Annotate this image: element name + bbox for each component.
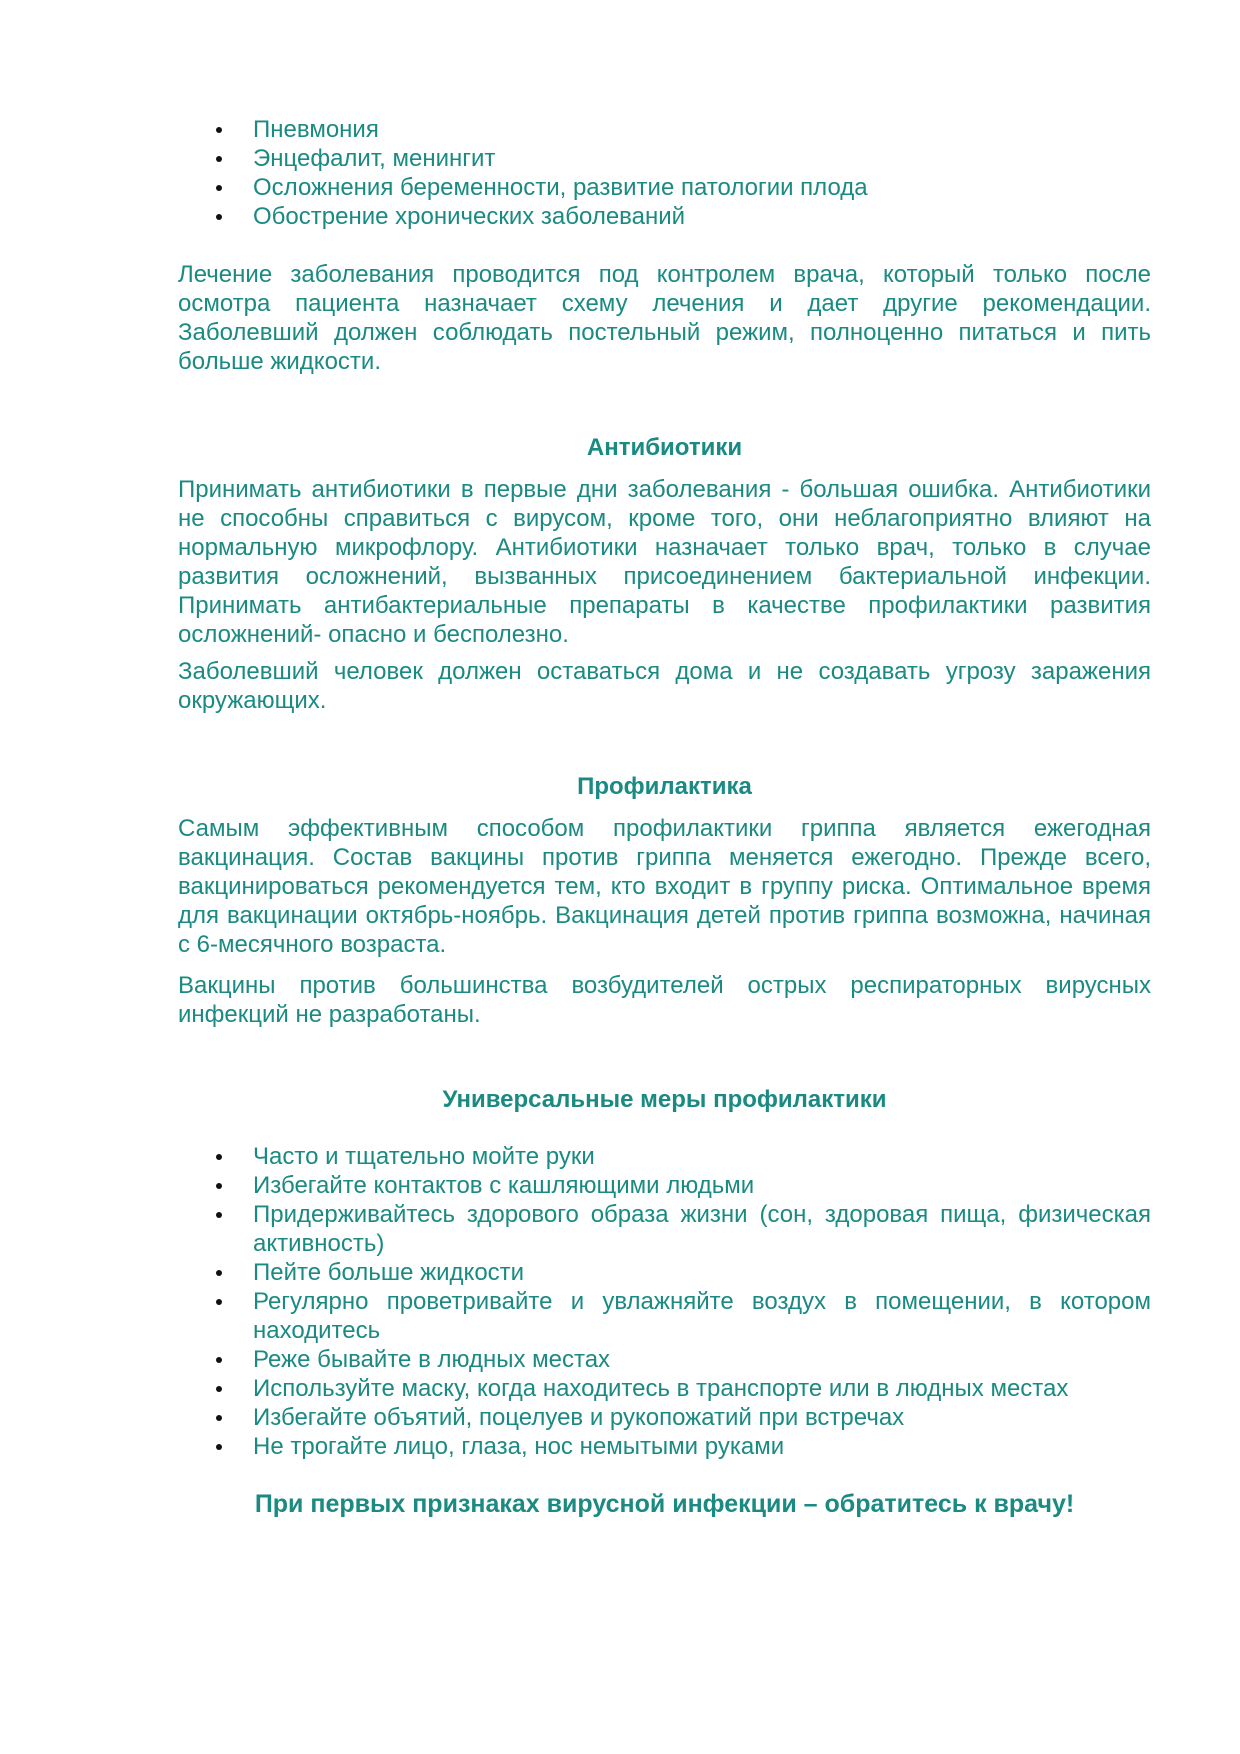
universal-measures-heading: Универсальные меры профилактики — [442, 1086, 887, 1113]
list-item-text: Осложнения беременности, развитие патологии плода — [253, 174, 868, 201]
prevention-heading: Профилактика — [577, 773, 752, 800]
list-item-text: Избегайте объятий, поцелуев и рукопожатий при встречах — [253, 1404, 905, 1431]
bullet-icon — [216, 1299, 222, 1305]
universal-measures-list — [178, 1142, 1151, 1461]
list-item — [178, 144, 1151, 173]
list-item — [178, 1432, 1151, 1461]
list-item — [178, 115, 1151, 144]
bullet-icon — [216, 1444, 222, 1450]
document-page — [178, 115, 1151, 1519]
antibiotics-paragraph: Принимать антибиотики в первые дни заболевания - большая ошибка. Антибиотики не способны справиться с вирусом, кроме того, они неблагоприятно влияют на нормальную микрофлору. Антибиотики назначает только врач, только в случае развития осложнений, вызванных присоединением бактериальной инфекции. Принимать антибактериальные препараты в качестве профилактики развития осложнений- опасно и бесполезно. — [178, 476, 1151, 648]
list-item — [178, 173, 1151, 202]
antibiotics-heading: Антибиотики — [586, 434, 743, 461]
bullet-icon — [216, 1212, 222, 1218]
list-item-text: Регулярно проветривайте и увлажняйте воздух в помещении, в котором находитесь — [253, 1288, 1151, 1344]
bullet-icon — [216, 127, 222, 133]
list-item-text: Реже бывайте в людных местах — [253, 1346, 611, 1373]
bullet-icon — [216, 1154, 222, 1160]
list-item-text: Часто и тщательно мойте руки — [253, 1143, 595, 1170]
list-item-text: Избегайте контактов с кашляющими людьми — [253, 1172, 755, 1199]
bullet-icon — [216, 1357, 222, 1363]
bullet-icon — [216, 214, 222, 220]
final-note: При первых признаках вирусной инфекции – обратитесь к врачу! — [254, 1490, 1075, 1518]
bullet-icon — [216, 1270, 222, 1276]
stay-home-paragraph: Заболевший человек должен оставаться дома и не создавать угрозу заражения окружающих. — [178, 658, 1151, 714]
list-item — [178, 1200, 1151, 1258]
treatment-paragraph: Лечение заболевания проводится под контролем врача, который только после осмотра пациента назначает схему лечения и дает другие рекомендации. Заболевший должен соблюдать постельный режим, полноценно питаться и пить больше жидкости. — [178, 261, 1151, 375]
list-item — [178, 1142, 1151, 1171]
list-item — [178, 1403, 1151, 1432]
vaccination-paragraph: Самым эффективным способом профилактики гриппа является ежегодная вакцинация. Состав вакцины против гриппа меняется ежегодно. Прежде всего, вакцинироваться рекомендуется тем, кто входит в группу риска. Оптимальное время для вакцинации октябрь-ноябрь. Вакцинация детей против гриппа возможна, начиная с 6-месячного возраста. — [178, 815, 1151, 958]
list-item-text: Используйте маску, когда находитесь в транспорте или в людных местах — [253, 1375, 1069, 1402]
complications-list — [178, 115, 1151, 231]
list-item-text: Пневмония — [253, 116, 379, 143]
list-item — [178, 1374, 1151, 1403]
list-item-text: Пейте больше жидкости — [253, 1259, 525, 1286]
list-item-text: Энцефалит, менингит — [253, 145, 496, 172]
vaccines-paragraph: Вакцины против большинства возбудителей острых респираторных вирусных инфекций не разработаны. — [178, 972, 1151, 1028]
bullet-icon — [216, 1415, 222, 1421]
list-item — [178, 1171, 1151, 1200]
list-item — [178, 1345, 1151, 1374]
bullet-icon — [216, 1183, 222, 1189]
list-item-text: Придерживайтесь здорового образа жизни (сон, здоровая пища, физическая активность) — [253, 1201, 1151, 1257]
list-item — [178, 202, 1151, 231]
list-item-text: Не трогайте лицо, глаза, нос немытыми руками — [253, 1433, 785, 1460]
list-item-text: Обострение хронических заболеваний — [253, 203, 686, 230]
list-item — [178, 1258, 1151, 1287]
bullet-icon — [216, 156, 222, 162]
list-item — [178, 1287, 1151, 1345]
bullet-icon — [216, 185, 222, 191]
bullet-icon — [216, 1386, 222, 1392]
